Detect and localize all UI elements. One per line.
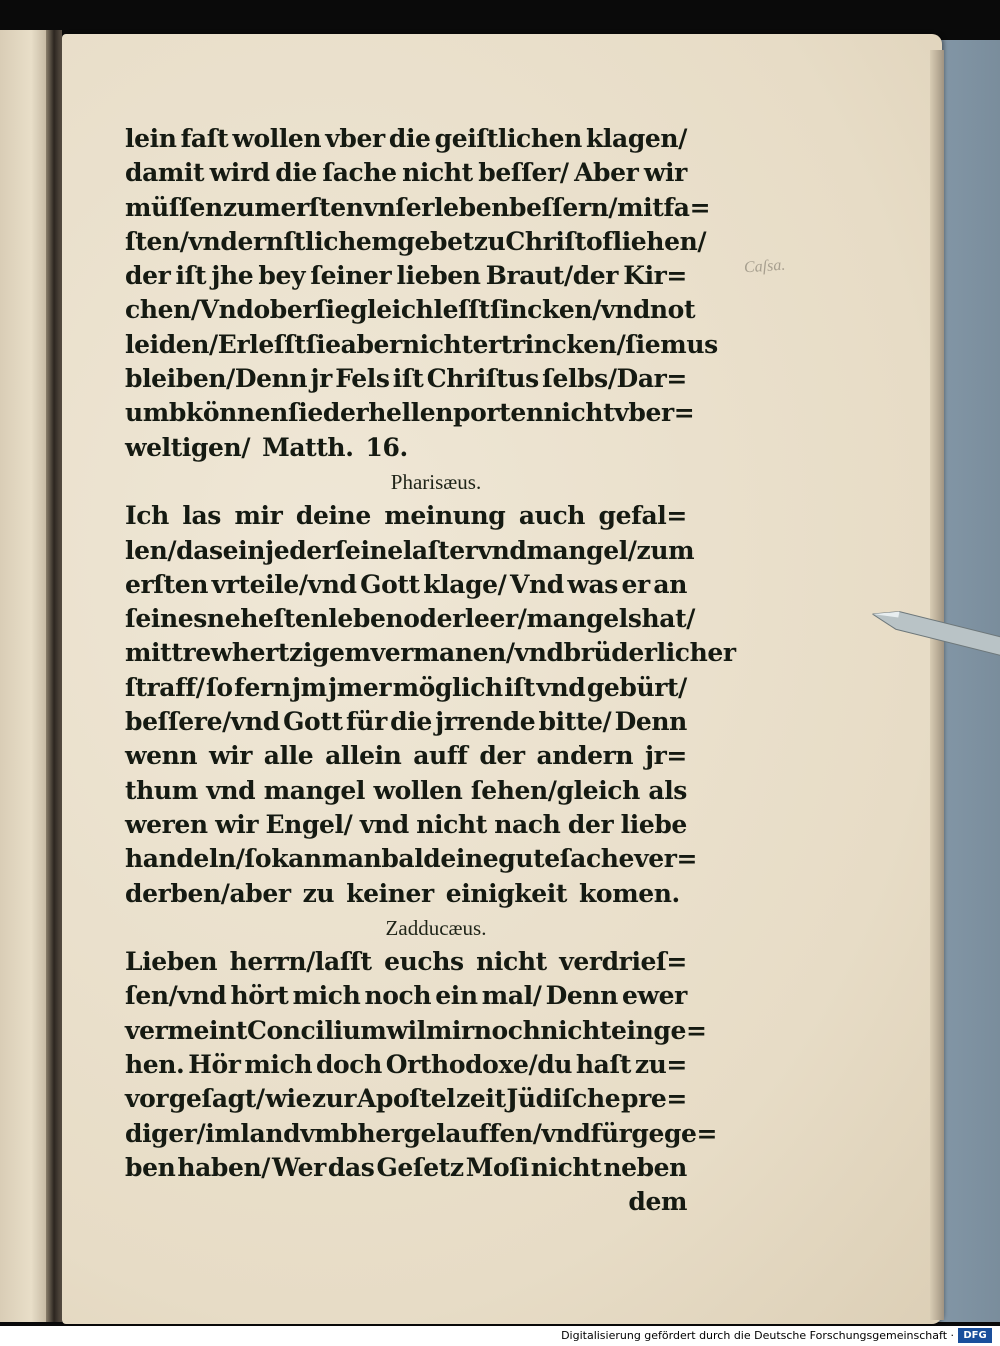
- text-line: [125, 877, 687, 911]
- word: ein: [222, 535, 266, 565]
- text-line: [125, 739, 687, 773]
- word: müſſen: [125, 192, 223, 222]
- word: geſagt/: [168, 1084, 265, 1114]
- word: ſincken/vnd: [489, 295, 650, 325]
- word: Gott: [360, 569, 420, 599]
- text-line: [125, 945, 687, 979]
- text-line: [125, 122, 687, 156]
- word: ſeiner: [310, 261, 392, 291]
- word: ſo: [205, 672, 233, 702]
- word: lein: [125, 124, 177, 153]
- word: mit: [125, 638, 172, 668]
- word: bey: [258, 261, 306, 291]
- footer-bar: [0, 1326, 1000, 1346]
- text-line: [125, 396, 695, 430]
- word: chen/Vnd: [125, 295, 254, 325]
- word: ſtraff/: [125, 672, 205, 702]
- word: mangel/: [526, 535, 637, 565]
- text-line: [125, 225, 707, 259]
- text-line: [125, 671, 687, 705]
- word: herrn/laſſt: [229, 947, 372, 977]
- word: leben: [328, 604, 404, 634]
- word: für: [345, 707, 387, 737]
- word: der: [322, 398, 369, 428]
- word: mangels: [526, 604, 642, 634]
- word: wir: [215, 809, 259, 839]
- text-line: [125, 499, 687, 533]
- word: ver=: [634, 844, 698, 874]
- word: Moſi: [465, 1152, 529, 1182]
- word: man: [321, 844, 382, 874]
- word: erſten: [280, 192, 364, 222]
- word: pre=: [621, 1084, 687, 1114]
- word: wir: [643, 158, 687, 188]
- dfg-logo: DFG: [958, 1328, 992, 1343]
- word: iſt: [504, 672, 535, 702]
- word: zum: [222, 192, 281, 222]
- word: hat/: [641, 604, 695, 634]
- word: ſen/vnd: [125, 981, 227, 1011]
- text-line: [125, 259, 687, 293]
- word: handeln/: [125, 844, 245, 874]
- text-line: [125, 191, 711, 225]
- word: Chriſto: [505, 226, 603, 256]
- word: porten: [453, 398, 544, 428]
- word: leſſt: [433, 295, 490, 325]
- word: ben: [125, 1152, 176, 1182]
- word: vor: [125, 1084, 169, 1114]
- paragraph-1: [125, 122, 718, 431]
- word: 16.: [365, 432, 408, 462]
- word: ſeine: [334, 535, 403, 565]
- word: ſelbs/Dar=: [542, 364, 687, 394]
- text-line: [125, 1048, 687, 1082]
- word: wenn: [125, 741, 198, 771]
- word: komen.: [579, 878, 680, 908]
- word: wir: [208, 741, 252, 771]
- word: eine: [440, 844, 499, 874]
- word: oder: [403, 604, 465, 634]
- word: Lieben: [125, 947, 218, 977]
- word: klagen/: [586, 124, 687, 153]
- word: Denn: [614, 707, 687, 737]
- word: andern: [536, 741, 634, 771]
- word: gebürt/: [586, 672, 687, 702]
- text-line: [125, 774, 687, 808]
- word: vnd: [536, 672, 586, 702]
- word: bald: [381, 844, 441, 874]
- word: Chriſtus: [426, 364, 539, 394]
- text-line: [125, 705, 687, 739]
- word: allein: [325, 741, 402, 771]
- text-line: [125, 328, 718, 362]
- word: ſie: [287, 398, 323, 428]
- word: mal/: [481, 981, 542, 1011]
- word: gefal=: [598, 501, 687, 531]
- word: zur: [311, 1084, 357, 1114]
- word: ob: [253, 295, 287, 325]
- word: ertrincken/ſie: [472, 329, 661, 359]
- word: vnd: [206, 775, 256, 805]
- word: weltigen/: [125, 432, 251, 462]
- word: wollen: [232, 124, 322, 153]
- word: zu: [473, 226, 506, 256]
- catchword-line: [125, 1185, 687, 1219]
- catchword: dem: [628, 1187, 687, 1217]
- text-line: [125, 602, 695, 636]
- word: len/das: [125, 535, 223, 565]
- word: hellen: [368, 398, 454, 428]
- book-gutter: [46, 30, 62, 1322]
- text-line: [125, 156, 687, 190]
- margin-note: Caſsa.: [743, 256, 786, 277]
- word: mir: [425, 1015, 474, 1045]
- word: wollen: [373, 775, 463, 805]
- word: fern: [234, 672, 291, 702]
- word: nicht: [416, 809, 487, 839]
- word: gelauffen/vnd: [403, 1118, 591, 1148]
- word: iſt: [392, 364, 424, 394]
- text-line: [125, 534, 695, 568]
- word: jr: [310, 364, 332, 394]
- page-text: [125, 122, 736, 1220]
- word: nicht: [401, 329, 473, 359]
- word: meinung: [384, 501, 506, 531]
- word: hört: [230, 981, 289, 1011]
- funding-credit: Digitalisierung gefördert durch die Deutsche Forschungsgemeinschaft ·: [561, 1329, 954, 1342]
- word: Orthodoxe/du: [385, 1050, 573, 1080]
- word: not: [649, 295, 696, 325]
- word: beſſern/mit: [509, 192, 664, 222]
- word: liebe: [620, 809, 687, 839]
- text-line: [125, 568, 687, 602]
- word: geiſtlichen: [434, 124, 582, 153]
- word: vber: [325, 124, 385, 153]
- word: hen.: [125, 1050, 185, 1080]
- text-line: [125, 808, 687, 842]
- word: möglich: [392, 672, 503, 702]
- word: Kir=: [623, 261, 687, 291]
- word: zum: [636, 535, 695, 565]
- word: mus: [660, 329, 718, 359]
- word: einigkeit: [445, 878, 567, 908]
- word: laſter: [402, 535, 478, 565]
- word: können: [185, 398, 288, 428]
- word: bitte/: [538, 707, 612, 737]
- word: er: [286, 295, 316, 325]
- word: nach: [494, 809, 561, 839]
- text-line: [125, 431, 687, 465]
- word: zu=: [634, 1050, 687, 1080]
- word: ſache: [559, 844, 635, 874]
- word: Concilium: [246, 1015, 387, 1045]
- word: nicht: [540, 1015, 612, 1045]
- word: jhe: [211, 261, 254, 291]
- speaker-heading-zadducaeus: Zadducæus.: [385, 915, 487, 940]
- word: Denn: [545, 981, 618, 1011]
- word: vermeint: [125, 1015, 247, 1045]
- word: ſehen/gleich: [470, 775, 640, 805]
- word: derben/aber: [125, 878, 291, 908]
- word: auch: [518, 501, 586, 531]
- text-line: [125, 636, 736, 670]
- word: euchs: [384, 947, 464, 977]
- text-line: [125, 1014, 707, 1048]
- word: jrrende: [435, 707, 536, 737]
- word: ſo: [244, 844, 272, 874]
- word: ſeines: [125, 604, 207, 634]
- word: verdrieſ=: [559, 947, 687, 977]
- word: alle: [263, 741, 314, 771]
- word: noch: [364, 981, 432, 1011]
- word: gebet: [397, 226, 474, 256]
- word: nicht: [530, 1152, 602, 1182]
- word: leſſt: [249, 329, 306, 359]
- word: er: [621, 569, 650, 599]
- word: ſache: [322, 158, 397, 188]
- word: haben/: [177, 1152, 271, 1182]
- previous-page-edge: [0, 30, 52, 1322]
- word: nicht: [476, 947, 547, 977]
- word: Aber: [574, 158, 639, 188]
- text-line: [125, 1151, 687, 1185]
- word: der: [125, 261, 171, 291]
- word: brüderlicher: [563, 638, 736, 668]
- word: zu: [302, 878, 335, 908]
- word: wil: [386, 1015, 426, 1045]
- word: ein: [435, 981, 478, 1011]
- word: Ich: [125, 501, 169, 531]
- word: damit: [125, 158, 205, 188]
- word: Wer: [272, 1152, 326, 1182]
- word: vrteile/vnd: [211, 569, 357, 599]
- word: Matth.: [262, 432, 354, 462]
- text-line: [125, 1117, 718, 1151]
- word: mir: [234, 501, 283, 531]
- word: bleiben/Denn: [125, 364, 308, 394]
- word: als: [648, 775, 687, 805]
- word: aber: [340, 329, 402, 359]
- word: Engel/: [265, 809, 353, 839]
- word: leben: [434, 192, 510, 222]
- word: Jüdiſche: [506, 1084, 621, 1114]
- word: die: [275, 158, 317, 188]
- word: ſie: [315, 295, 351, 325]
- paragraph-2: [125, 499, 736, 876]
- word: keiner: [346, 878, 434, 908]
- word: Braut/der: [485, 261, 619, 291]
- word: ewer: [622, 981, 687, 1011]
- word: umb: [125, 398, 186, 428]
- word: vnd: [477, 535, 527, 565]
- word: Geſetz: [376, 1152, 464, 1182]
- word: beſſer/: [478, 158, 569, 188]
- word: fliehen/: [602, 226, 707, 256]
- word: vnd: [359, 809, 409, 839]
- word: diger/im: [125, 1118, 241, 1148]
- word: gleich: [350, 295, 434, 325]
- word: nicht: [402, 158, 473, 188]
- paragraph-3: [125, 945, 718, 1185]
- text-line: [125, 842, 698, 876]
- text-line: [125, 1082, 687, 1116]
- word: klage/: [423, 569, 507, 599]
- word: die: [388, 124, 431, 153]
- word: mich: [244, 1050, 313, 1080]
- word: ſten/vnd: [125, 226, 238, 256]
- word: erſten: [125, 569, 209, 599]
- word: auff: [413, 741, 468, 771]
- word: vmbher: [300, 1118, 404, 1148]
- word: haſt: [575, 1050, 631, 1080]
- word: Hör: [188, 1050, 241, 1080]
- word: fa=: [663, 192, 711, 222]
- word: Gott: [283, 707, 343, 737]
- word: jm: [291, 672, 327, 702]
- word: faſt: [180, 124, 229, 153]
- text-line: [125, 979, 687, 1013]
- word: fürgege=: [590, 1118, 718, 1148]
- word: thum: [125, 775, 198, 805]
- word: kan: [271, 844, 322, 874]
- word: jeder: [265, 535, 335, 565]
- word: deine: [295, 501, 371, 531]
- word: trewhertzigem: [171, 638, 371, 668]
- word: vnſer: [363, 192, 435, 222]
- word: Fels: [335, 364, 390, 394]
- word: Apoſtel: [356, 1084, 456, 1114]
- word: wird: [209, 158, 270, 188]
- word: was: [567, 569, 618, 599]
- word: iſt: [175, 261, 207, 291]
- word: der: [479, 741, 525, 771]
- word: ſie: [305, 329, 341, 359]
- word: zeit: [456, 1084, 506, 1114]
- word: las: [182, 501, 221, 531]
- word: an: [653, 569, 687, 599]
- word: gute: [498, 844, 560, 874]
- word: der: [567, 809, 614, 839]
- word: wie: [265, 1084, 312, 1114]
- word: vber=: [614, 398, 695, 428]
- word: mangel: [263, 775, 366, 805]
- speaker-heading-pharisaeus: Pharisæus.: [390, 469, 482, 494]
- page-stack-edge: [930, 50, 944, 1320]
- word: nicht: [543, 398, 615, 428]
- text-line: [125, 362, 687, 396]
- word: jr=: [645, 741, 687, 771]
- word: noch: [473, 1015, 541, 1045]
- word: die: [390, 707, 432, 737]
- word: beſſere/vnd: [125, 707, 280, 737]
- word: doch: [315, 1050, 382, 1080]
- word: mich: [292, 981, 361, 1011]
- word: leer/: [464, 604, 527, 634]
- word: land: [240, 1118, 301, 1148]
- word: neheſten: [206, 604, 329, 634]
- word: lieben: [396, 261, 481, 291]
- text-line: [125, 293, 696, 327]
- word: das: [327, 1152, 375, 1182]
- word: ernſtlichem: [237, 226, 398, 256]
- word: jmer: [328, 672, 392, 702]
- word: vermanen/vnd: [370, 638, 564, 668]
- word: Vnd: [509, 569, 564, 599]
- word: leiden/Er: [125, 329, 250, 359]
- word: weren: [125, 809, 208, 839]
- word: neben: [603, 1152, 687, 1182]
- word: einge=: [611, 1015, 707, 1045]
